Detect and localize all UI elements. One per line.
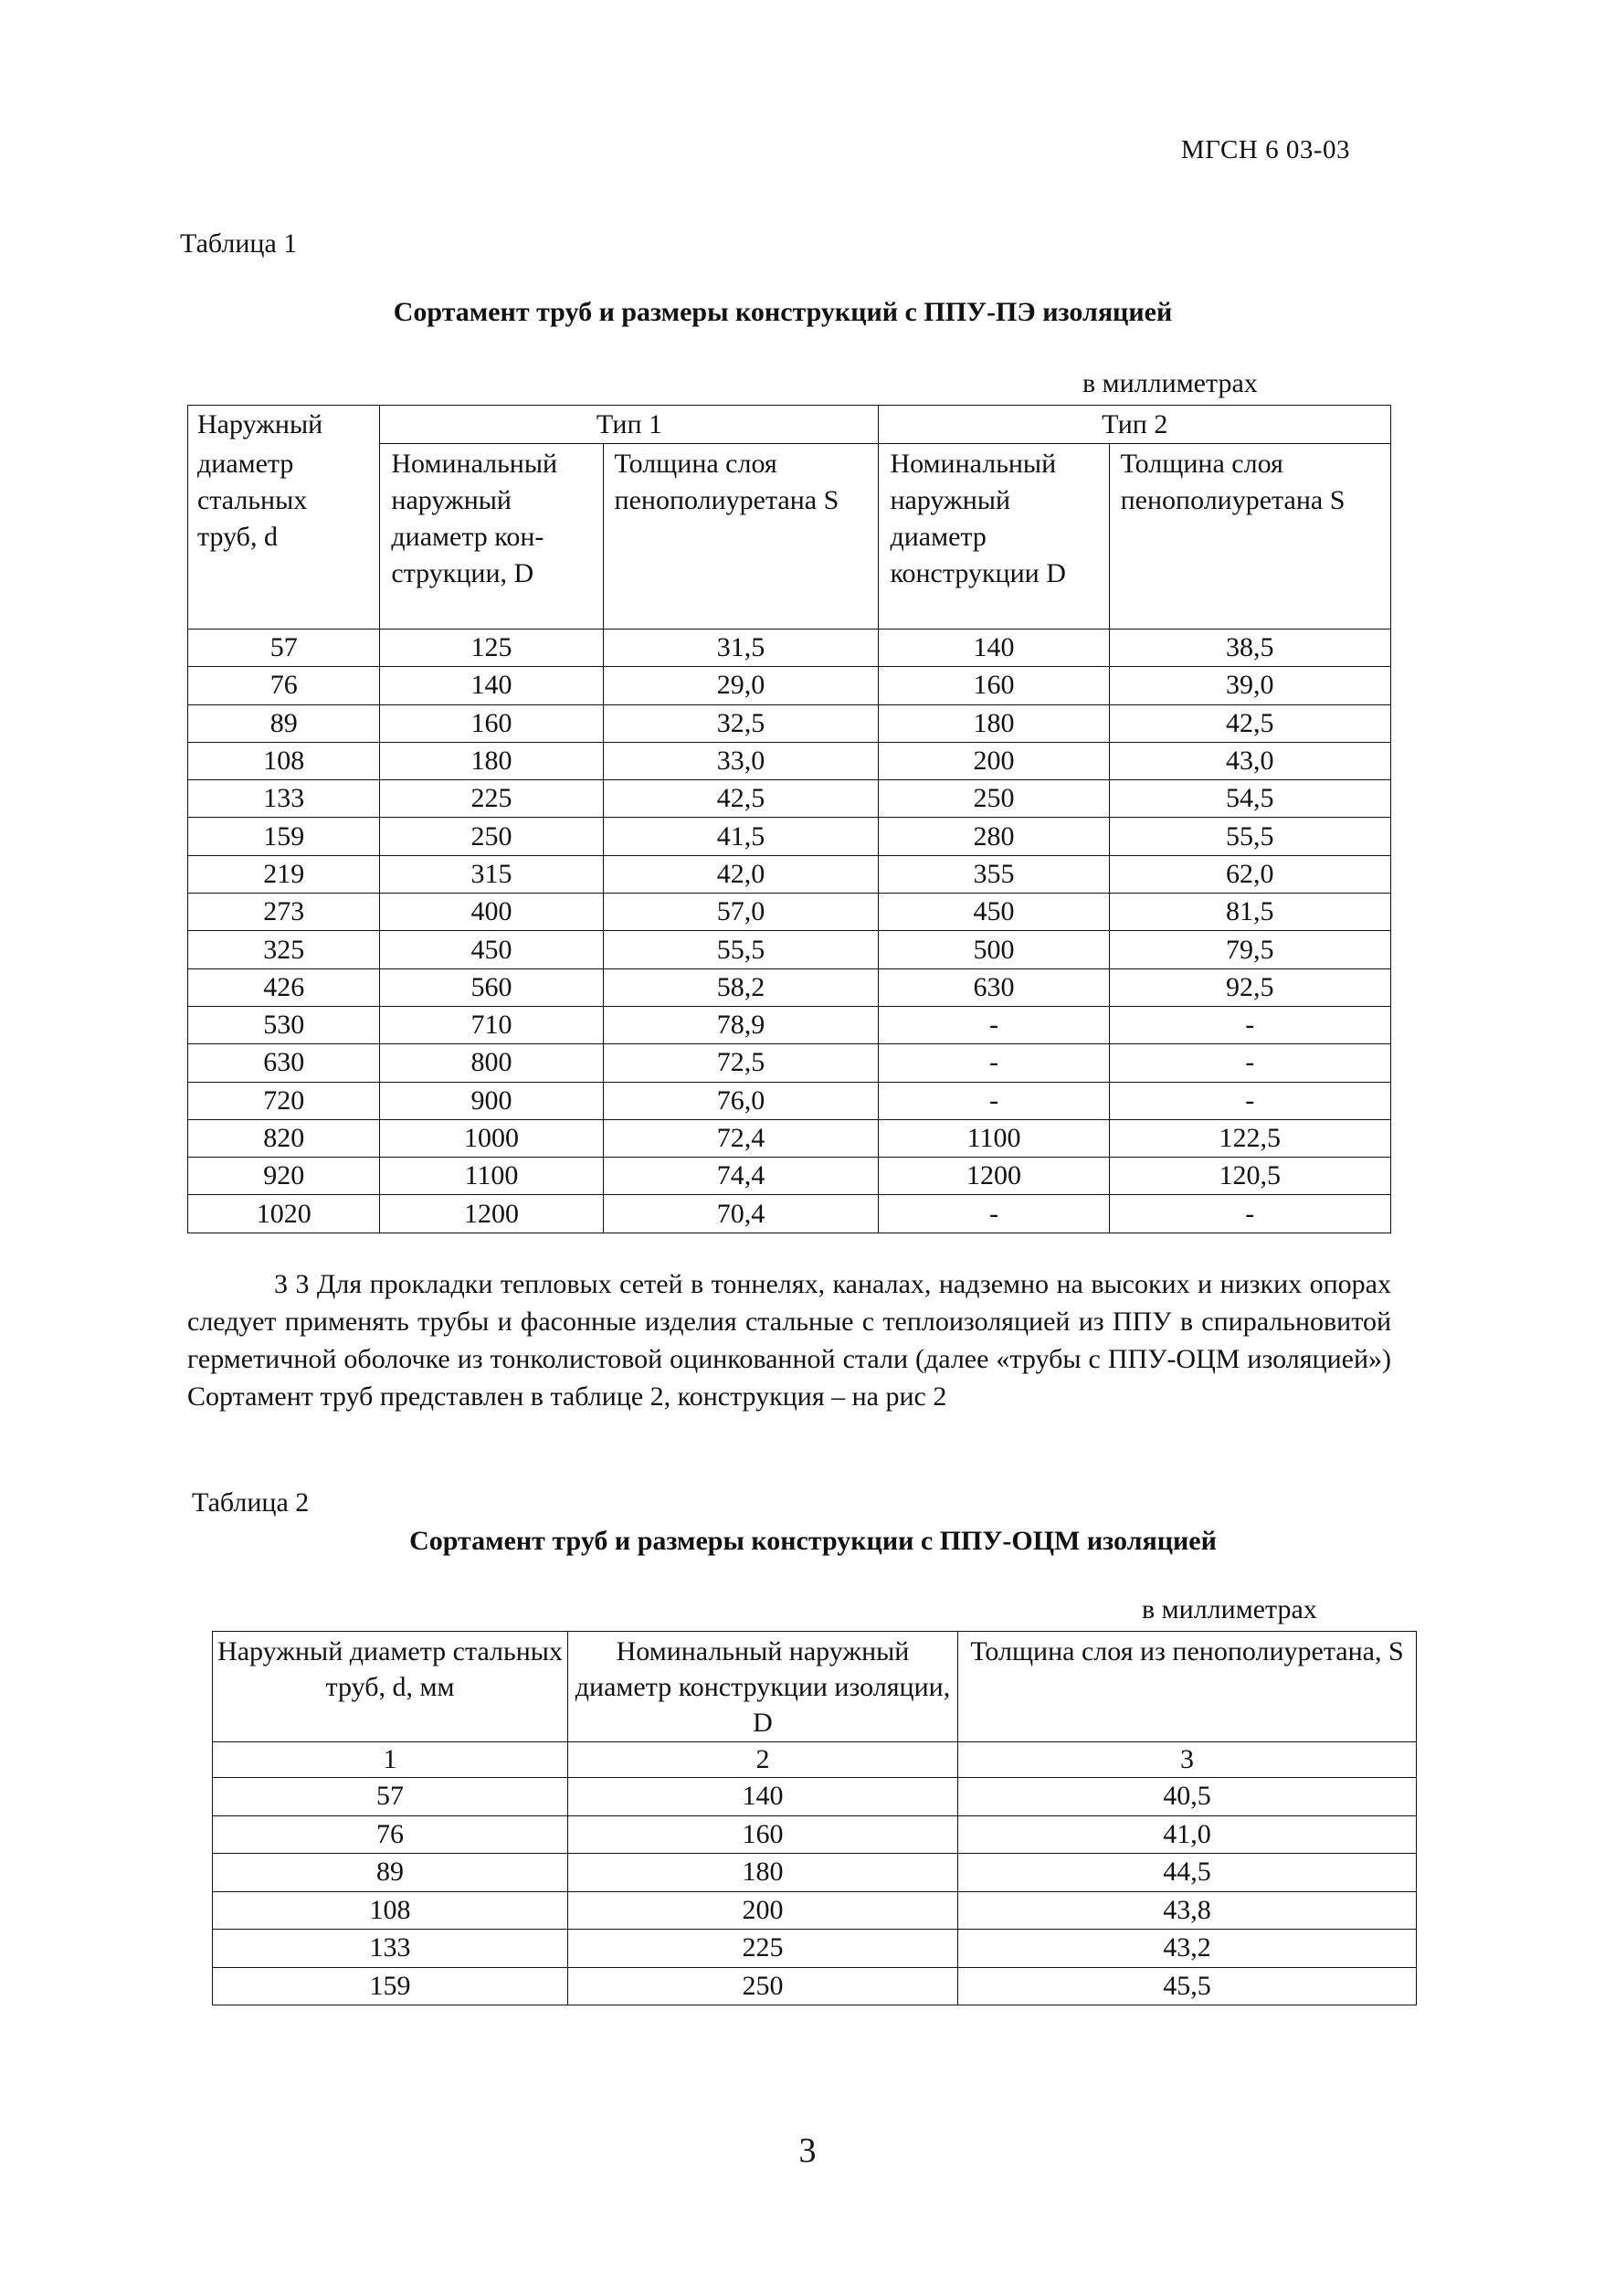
table1-type1-header: Тип 1 [380,406,879,444]
table-cell: 41,5 [603,818,879,855]
table-cell: 530 [188,1006,380,1043]
table-cell: 122,5 [1109,1119,1390,1157]
table2-units: в миллиметрах [1142,1594,1317,1624]
table-cell: 32,5 [603,704,879,742]
table-cell: 800 [380,1044,603,1082]
table1-units: в миллиметрах [1082,368,1258,398]
table-cell: 280 [879,818,1109,855]
table1-col-outer-header: Наружный [188,406,380,444]
table-cell: 38,5 [1109,630,1390,667]
table-cell: 200 [879,742,1109,779]
table2-col-outer-header: Наружный диаметр стальных труб, d, мм [213,1632,568,1742]
table-cell: 55,5 [603,931,879,968]
table-cell: 54,5 [1109,780,1390,818]
table-cell: 355 [879,855,1109,893]
table-cell: 62,0 [1109,855,1390,893]
table-cell: 41,0 [958,1815,1417,1854]
page-number: 3 [798,2132,817,2170]
table-cell: 159 [213,1967,568,2005]
table1-title: Сортамент труб и размеры конструкций с ППУ-ПЭ изоляцией [393,297,1173,327]
table-row [188,1006,1391,1043]
table-row [213,1930,1417,1968]
table-cell: 45,5 [958,1967,1417,2005]
table-cell: 57 [213,1778,568,1816]
table-cell: 140 [380,667,603,704]
table-cell: 76 [188,667,380,704]
table-cell: 76 [213,1815,568,1854]
table-cell: 42,5 [603,780,879,818]
table-row [188,1119,1391,1157]
table-row [213,1815,1417,1854]
table-cell: 43,8 [958,1891,1417,1930]
table2 [212,1631,1417,2005]
table-cell: 31,5 [603,630,879,667]
table-cell: 57 [188,630,380,667]
table-cell: 159 [188,818,380,855]
table1-body [188,630,1391,1233]
table1-type2-header: Тип 2 [879,406,1391,444]
table-cell: 180 [380,742,603,779]
table-cell: 225 [568,1930,958,1968]
table-cell: 720 [188,1082,380,1119]
document-code: МГСН 6 03-03 [1180,135,1350,164]
table-cell: - [1109,1044,1390,1082]
table-cell: 225 [380,780,603,818]
table-cell: - [879,1195,1109,1233]
table-cell: 44,5 [958,1854,1417,1892]
table-row [188,1082,1391,1119]
table-cell: 820 [188,1119,380,1157]
table-row [188,894,1391,931]
table-cell: 200 [568,1891,958,1930]
table-cell: 133 [213,1930,568,1968]
table-cell: 92,5 [1109,968,1390,1006]
table-row [188,742,1391,779]
table-cell: - [1109,1082,1390,1119]
table-cell: 315 [380,855,603,893]
table-cell: 710 [380,1006,603,1043]
table-cell: 140 [568,1778,958,1816]
table-cell: 630 [879,968,1109,1006]
table2-body [213,1778,1417,2005]
table-cell: - [879,1044,1109,1082]
table-row [213,1778,1417,1816]
table-cell: 140 [879,630,1109,667]
table-cell: 160 [568,1815,958,1854]
table-cell: 900 [380,1082,603,1119]
table-row [213,1967,1417,2005]
table1-label: Таблица 1 [180,228,298,259]
table2-col-number: 3 [958,1742,1417,1778]
table-cell: 1200 [879,1158,1109,1195]
table-row [188,1044,1391,1082]
table2-col-number: 2 [568,1742,958,1778]
table-cell: 39,0 [1109,667,1390,704]
table-cell: 630 [188,1044,380,1082]
table1-col-d1-header: Номинальный наружный диаметр кон-струкции, D [380,444,603,630]
table-cell: 108 [213,1891,568,1930]
table-cell: 74,4 [603,1158,879,1195]
table-row [213,1854,1417,1892]
table-cell: 89 [188,704,380,742]
table-cell: 180 [879,704,1109,742]
table-cell: 920 [188,1158,380,1195]
table-cell: 180 [568,1854,958,1892]
table-row [188,667,1391,704]
table-cell: 72,4 [603,1119,879,1157]
table-cell: 42,5 [1109,704,1390,742]
table-cell: 273 [188,894,380,931]
table-cell: 1200 [380,1195,603,1233]
table-cell: 500 [879,931,1109,968]
table-cell: 250 [380,818,603,855]
table-cell: 79,5 [1109,931,1390,968]
table-cell: 120,5 [1109,1158,1390,1195]
table-row [188,818,1391,855]
table-cell: 43,2 [958,1930,1417,1968]
table-cell: 81,5 [1109,894,1390,931]
table-row [188,855,1391,893]
table-cell: 1100 [380,1158,603,1195]
table-cell: 33,0 [603,742,879,779]
table-cell: 1020 [188,1195,380,1233]
table-cell: - [1109,1006,1390,1043]
table-cell: 72,5 [603,1044,879,1082]
table-cell: 42,0 [603,855,879,893]
table-cell: 219 [188,855,380,893]
table-cell: 55,5 [1109,818,1390,855]
table-cell: 426 [188,968,380,1006]
table-cell: 450 [879,894,1109,931]
table2-col-number: 1 [213,1742,568,1778]
table1-col-outer-cont: диаметр стальных труб, d [188,444,380,630]
table-cell: 70,4 [603,1195,879,1233]
table-cell: 1100 [879,1119,1109,1157]
table-cell: 108 [188,742,380,779]
table2-title: Сортамент труб и размеры конструкции с ППУ-ОЦМ изоляцией [409,1526,1217,1556]
table-cell: 76,0 [603,1082,879,1119]
table-cell: 1000 [380,1119,603,1157]
table-row [213,1891,1417,1930]
table-row [188,630,1391,667]
table-cell: 560 [380,968,603,1006]
table-cell: - [879,1082,1109,1119]
table-cell: 160 [380,704,603,742]
table-row [188,704,1391,742]
table2-col-d-header: Номинальный наружный диаметр конструкции изоляции, D [568,1632,958,1742]
table-cell: 43,0 [1109,742,1390,779]
table-cell: 160 [879,667,1109,704]
table-cell: 57,0 [603,894,879,931]
table-row [188,1158,1391,1195]
table-cell: 450 [380,931,603,968]
table-cell: 325 [188,931,380,968]
table-row [188,780,1391,818]
table-cell: 29,0 [603,667,879,704]
table-cell: 58,2 [603,968,879,1006]
table-cell: 125 [380,630,603,667]
table1-col-s1-header: Толщина слоя пенополиуретана S [603,444,879,630]
table-cell: 89 [213,1854,568,1892]
table-cell: 400 [380,894,603,931]
table-row [188,968,1391,1006]
paragraph-3-3 [187,1265,1391,1415]
table-cell: 133 [188,780,380,818]
table-row [188,931,1391,968]
table1-col-s2-header: Толщина слоя пенополиуретана S [1109,444,1390,630]
table-cell: 40,5 [958,1778,1417,1816]
table-row [188,1195,1391,1233]
table1-col-d2-header: Номинальный наружный диаметр конструкции D [879,444,1109,630]
table-cell: - [1109,1195,1390,1233]
table2-col-s-header: Толщина слоя из пенополиуретана, S [958,1632,1417,1742]
paragraph-text: 3 3 Для прокладки тепловых сетей в тоннелях, каналах, надземно на высоких и низких опорах следует применять трубы и фасонные изделия стальные с теплоизоляцией из ППУ в спиральновитой герметичной оболочке из тонколистовой оцинкованной стали (далее «трубы с ППУ-ОЦМ изоляцией») Сортамент труб представлен в таблице 2, конструкция – на рис 2 [187,1269,1391,1412]
table-cell: 250 [879,780,1109,818]
table-cell: 250 [568,1967,958,2005]
table-cell: - [879,1006,1109,1043]
table2-label: Таблица 2 [192,1487,310,1518]
table-cell: 78,9 [603,1006,879,1043]
table1 [187,405,1391,1233]
